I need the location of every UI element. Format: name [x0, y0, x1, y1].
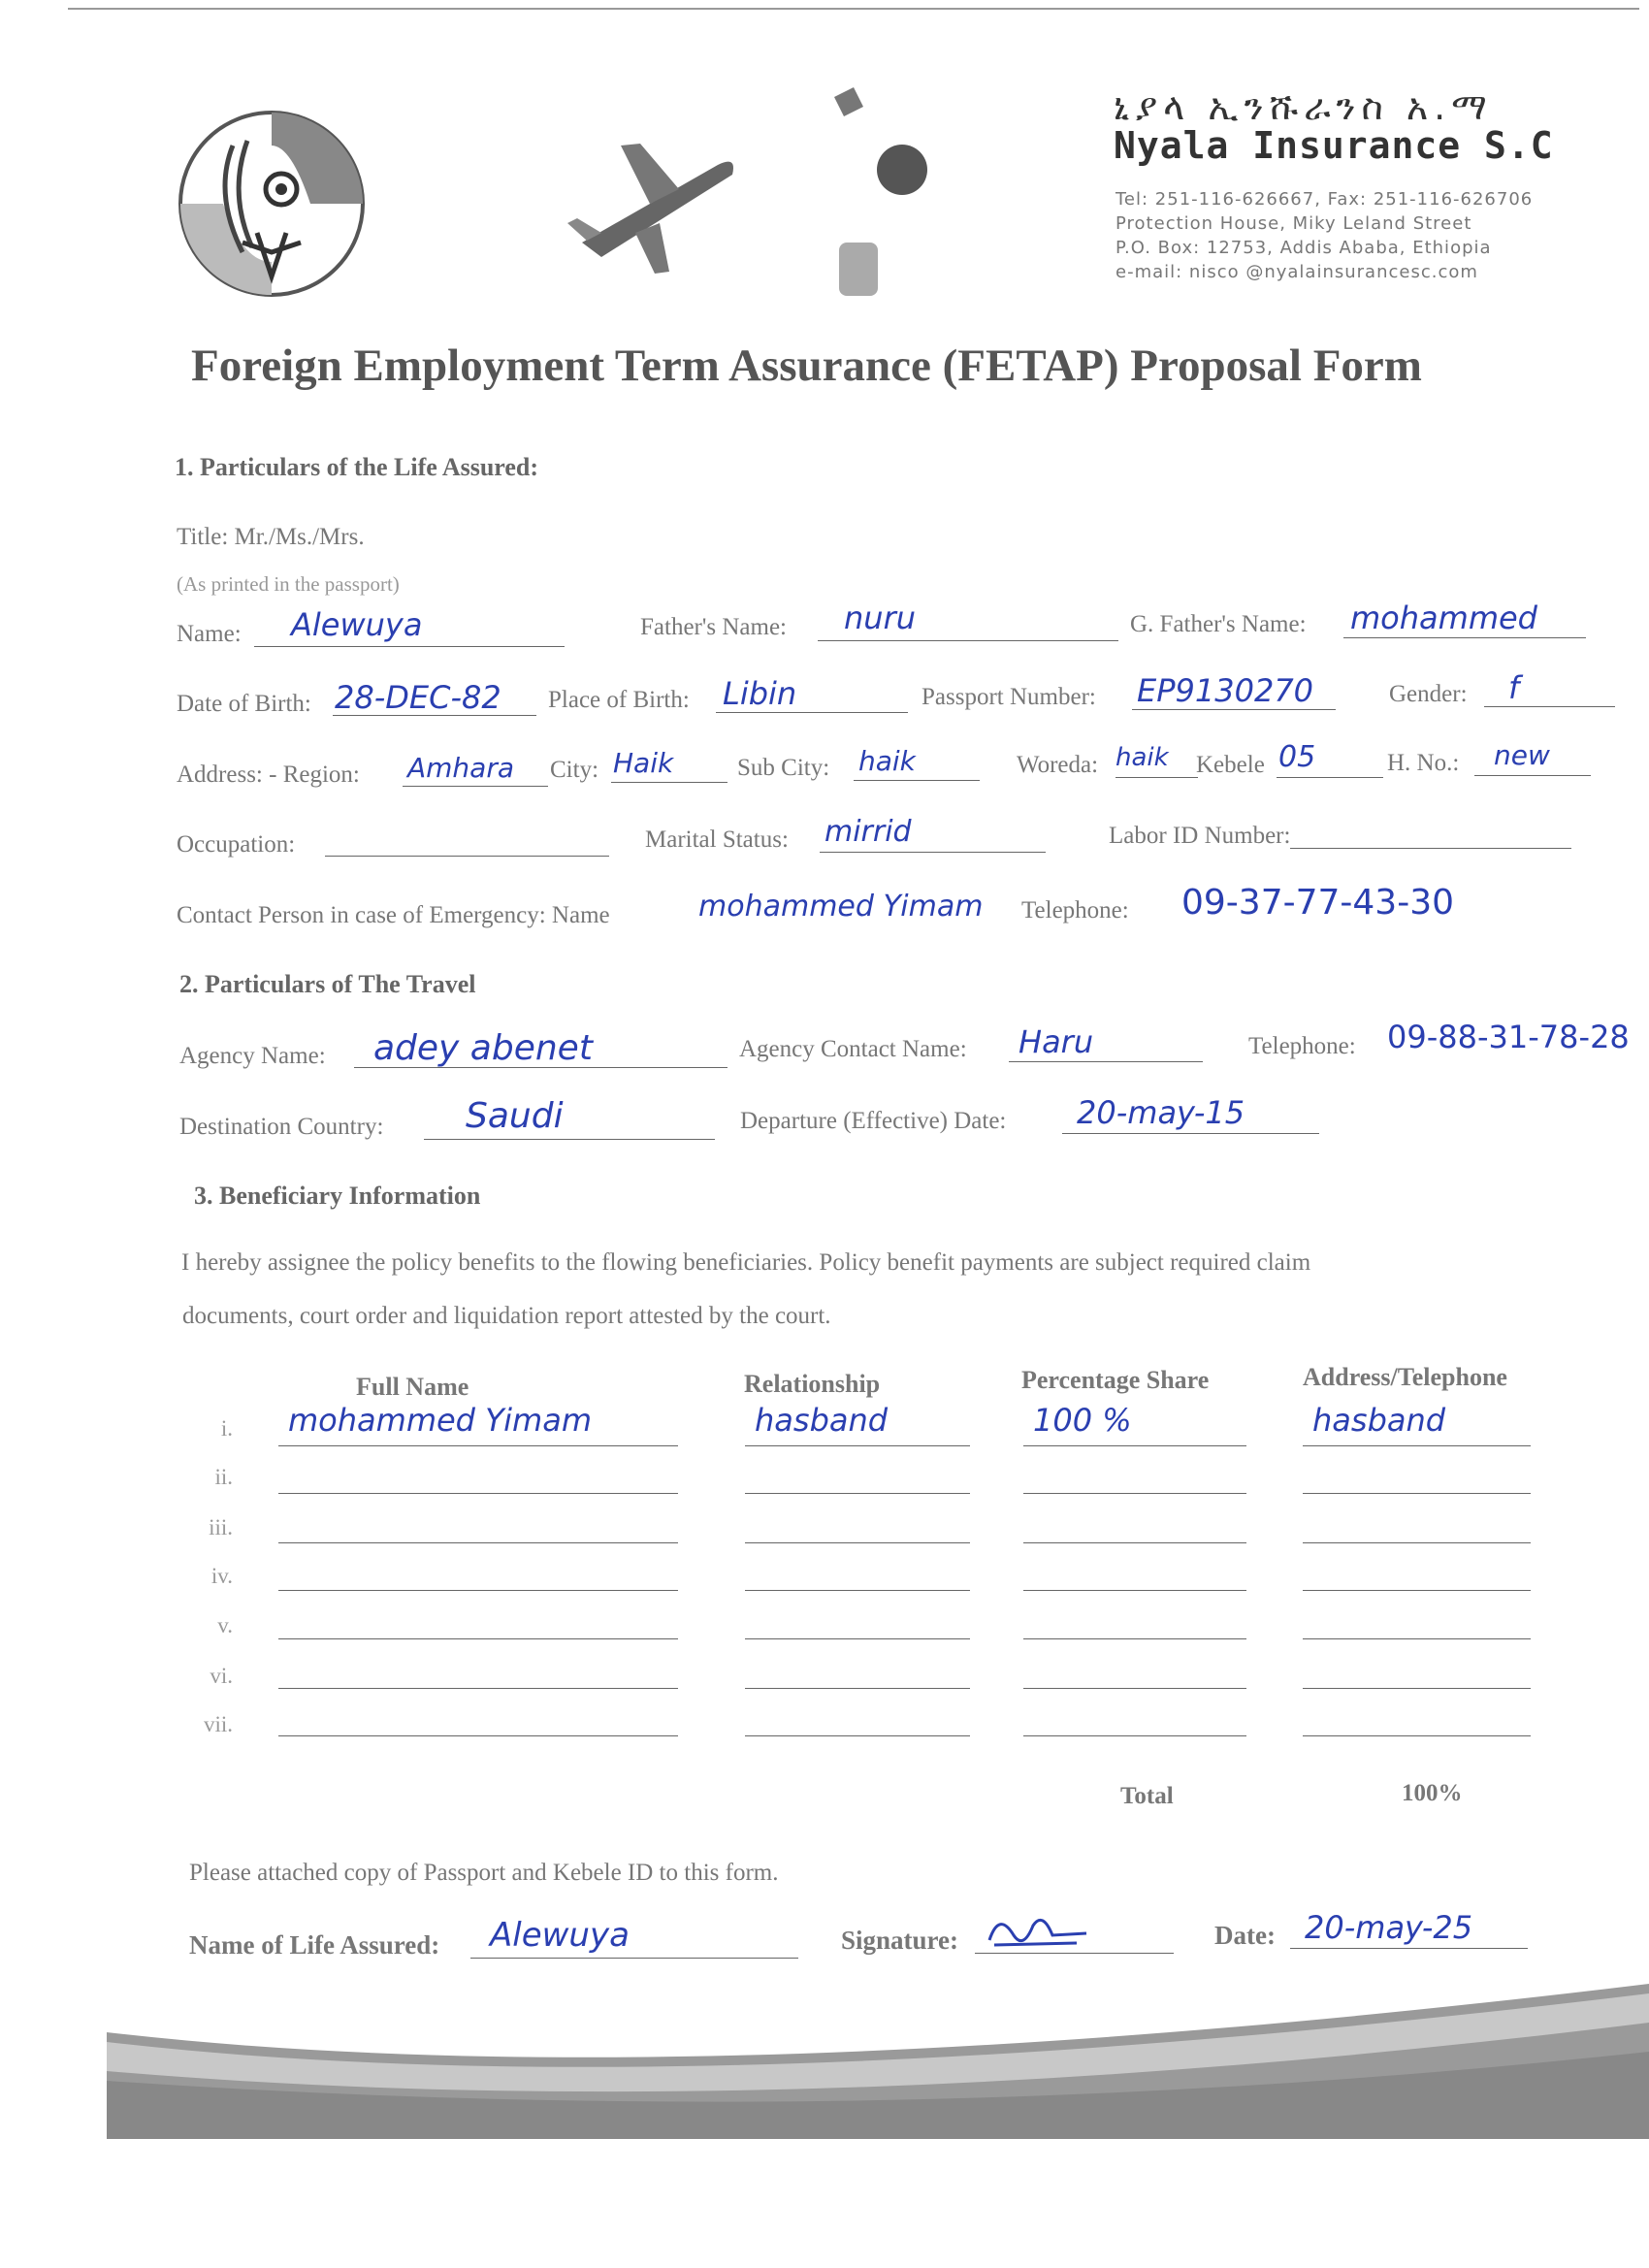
- beneficiary-share-field[interactable]: [1023, 1638, 1246, 1639]
- house-number-field[interactable]: [1474, 775, 1591, 776]
- signature-label: Signature:: [841, 1926, 959, 1955]
- company-name-amharic: ኒያላ ኢንሹራንስ አ.ማ: [1114, 85, 1493, 128]
- subcity-field[interactable]: [854, 780, 980, 781]
- gender-field[interactable]: [1484, 706, 1615, 707]
- house-number-label: H. No.:: [1387, 750, 1460, 776]
- kebele-value: 05: [1278, 740, 1316, 774]
- beneficiary-name-field[interactable]: [278, 1542, 678, 1543]
- father-name-value: nuru: [844, 599, 916, 636]
- beneficiary-name-field[interactable]: [278, 1688, 678, 1689]
- agency-telephone-label: Telephone:: [1248, 1033, 1356, 1059]
- labor-id-label: Labor ID Number:: [1109, 823, 1291, 849]
- departure-date-field[interactable]: [1062, 1133, 1319, 1134]
- column-full-name: Full Name: [356, 1373, 469, 1401]
- beneficiary-relationship-value: hasband: [755, 1402, 889, 1439]
- gender-value: f: [1508, 669, 1520, 706]
- beneficiary-address-field[interactable]: [1303, 1638, 1531, 1639]
- destination-field[interactable]: [424, 1139, 715, 1140]
- destination-value: Saudi: [466, 1096, 564, 1136]
- subcity-label: Sub City:: [737, 755, 830, 781]
- agency-name-label: Agency Name:: [179, 1043, 326, 1069]
- gfather-name-label: G. Father's Name:: [1130, 611, 1307, 637]
- beneficiary-address-field[interactable]: [1303, 1445, 1531, 1446]
- beneficiary-relationship-field[interactable]: [745, 1688, 970, 1689]
- father-name-field[interactable]: [818, 640, 1118, 641]
- contact-pobox: P.O. Box: 12753, Addis Ababa, Ethiopia: [1116, 238, 1492, 258]
- region-label: Address: - Region:: [177, 761, 360, 788]
- beneficiary-name-field[interactable]: [278, 1735, 678, 1736]
- beneficiary-relationship-field[interactable]: [745, 1638, 970, 1639]
- agency-name-value: adey abenet: [373, 1028, 593, 1068]
- row-number: i.: [220, 1416, 233, 1441]
- airplane-icon: [563, 126, 747, 281]
- gfather-name-field[interactable]: [1343, 637, 1586, 638]
- section2-heading: 2. Particulars of The Travel: [179, 970, 476, 998]
- father-name-label: Father's Name:: [640, 614, 787, 640]
- occupation-field[interactable]: [325, 856, 609, 857]
- beneficiary-name-field[interactable]: [278, 1445, 678, 1446]
- beneficiary-address-value: hasband: [1312, 1402, 1446, 1439]
- city-value: Haik: [613, 747, 674, 779]
- passport-number-label: Passport Number:: [922, 684, 1096, 710]
- pob-field[interactable]: [716, 712, 908, 713]
- kebele-field[interactable]: [1277, 777, 1383, 778]
- row-number: iv.: [210, 1564, 233, 1588]
- beneficiary-paragraph-line2: documents, court order and liquidation report attested by the court.: [182, 1303, 831, 1329]
- contact-email: e-mail: nisco @nyalainsurancesc.com: [1116, 262, 1478, 282]
- departure-date-value: 20-may-15: [1077, 1094, 1245, 1131]
- date-field[interactable]: [1290, 1948, 1528, 1949]
- title-label: Title: Mr./Ms./Mrs.: [177, 524, 365, 550]
- signature-scribble-icon: [980, 1906, 1096, 1955]
- life-assured-field[interactable]: [470, 1958, 798, 1959]
- beneficiary-share-value: 100 %: [1033, 1402, 1132, 1439]
- region-value: Amhara: [407, 752, 515, 784]
- company-name: Nyala Insurance S.C: [1114, 124, 1554, 167]
- dob-label: Date of Birth:: [177, 691, 311, 717]
- passport-note: (As printed in the passport): [177, 572, 400, 596]
- name-label: Name:: [177, 621, 242, 647]
- emergency-telephone-label: Telephone:: [1021, 897, 1129, 923]
- beneficiary-relationship-field[interactable]: [745, 1590, 970, 1591]
- city-label: City:: [550, 757, 599, 783]
- section3-heading: 3. Beneficiary Information: [194, 1182, 481, 1210]
- attach-note: Please attached copy of Passport and Kebele ID to this form.: [189, 1860, 779, 1886]
- row-number: iii.: [209, 1515, 233, 1539]
- beneficiary-relationship-field[interactable]: [745, 1445, 970, 1446]
- departure-date-label: Departure (Effective) Date:: [740, 1108, 1007, 1134]
- life-assured-label: Name of Life Assured:: [189, 1930, 440, 1960]
- total-value: 100%: [1402, 1780, 1463, 1806]
- section1-heading: 1. Particulars of the Life Assured:: [175, 453, 539, 481]
- subcity-value: haik: [858, 745, 916, 777]
- beneficiary-address-field[interactable]: [1303, 1688, 1531, 1689]
- row-number: ii.: [214, 1465, 233, 1489]
- column-relationship: Relationship: [744, 1370, 881, 1398]
- column-address-telephone: Address/Telephone: [1303, 1363, 1507, 1391]
- top-border-line: [68, 8, 1639, 10]
- marital-status-label: Marital Status:: [645, 826, 789, 853]
- pob-label: Place of Birth:: [548, 687, 690, 713]
- footer-wave-decoration: [107, 1964, 1649, 2139]
- labor-id-field[interactable]: [1290, 848, 1571, 849]
- beneficiary-share-field[interactable]: [1023, 1542, 1246, 1543]
- beneficiary-name-field[interactable]: [278, 1493, 678, 1494]
- woreda-field[interactable]: [1116, 777, 1198, 778]
- gender-label: Gender:: [1389, 681, 1468, 707]
- gfather-name-value: mohammed: [1350, 599, 1537, 636]
- name-field[interactable]: [254, 646, 565, 647]
- dob-value: 28-DEC-82: [335, 679, 501, 716]
- beneficiary-relationship-field[interactable]: [745, 1493, 970, 1494]
- beneficiary-address-field[interactable]: [1303, 1735, 1531, 1736]
- marital-status-value: mirrid: [824, 815, 912, 849]
- agency-telephone-value: 09-88-31-78-28: [1387, 1019, 1630, 1055]
- woreda-label: Woreda:: [1017, 752, 1099, 778]
- beneficiary-relationship-field[interactable]: [745, 1735, 970, 1736]
- beneficiary-paragraph-line1: I hereby assignee the policy benefits to the flowing beneficiaries. Policy benefit payments are subject required claim: [181, 1249, 1311, 1276]
- row-number: vi.: [210, 1664, 233, 1688]
- destination-label: Destination Country:: [179, 1114, 384, 1140]
- row-number: vii.: [203, 1712, 233, 1736]
- life-assured-value: Alewuya: [490, 1916, 630, 1955]
- row-number: v.: [217, 1613, 233, 1637]
- beneficiary-address-field[interactable]: [1303, 1542, 1531, 1543]
- agency-contact-value: Haru: [1018, 1023, 1094, 1060]
- passport-number-field[interactable]: [1132, 709, 1336, 710]
- column-percentage-share: Percentage Share: [1021, 1366, 1210, 1394]
- city-field[interactable]: [611, 782, 728, 783]
- date-label: Date:: [1214, 1921, 1276, 1950]
- name-value: Alewuya: [291, 606, 423, 643]
- house-number-value: new: [1494, 739, 1550, 771]
- beneficiary-share-field[interactable]: [1023, 1590, 1246, 1591]
- emergency-contact-label: Contact Person in case of Emergency: Name: [177, 902, 610, 928]
- contact-address: Protection House, Miky Leland Street: [1116, 213, 1472, 234]
- emergency-contact-value: mohammed Yimam: [698, 890, 984, 923]
- form-title: Foreign Employment Term Assurance (FETAP) Proposal Form: [191, 340, 1422, 391]
- region-field[interactable]: [403, 786, 548, 787]
- marital-status-field[interactable]: [820, 852, 1046, 853]
- beneficiary-name-field[interactable]: [278, 1638, 678, 1639]
- beneficiary-share-field[interactable]: [1023, 1445, 1246, 1446]
- emergency-telephone-value: 09-37-77-43-30: [1181, 883, 1455, 923]
- beneficiary-address-field[interactable]: [1303, 1493, 1531, 1494]
- contact-phone: Tel: 251-116-626667, Fax: 251-116-626706: [1116, 189, 1534, 210]
- agency-contact-field[interactable]: [1009, 1061, 1203, 1062]
- beneficiary-address-field[interactable]: [1303, 1590, 1531, 1591]
- date-value: 20-may-25: [1305, 1909, 1473, 1946]
- beneficiary-relationship-field[interactable]: [745, 1542, 970, 1543]
- insurance-items-icon: [815, 78, 951, 320]
- nyala-logo-icon: [175, 107, 369, 301]
- beneficiary-name-field[interactable]: [278, 1590, 678, 1591]
- beneficiary-name-value: mohammed Yimam: [288, 1402, 592, 1439]
- pob-value: Libin: [723, 675, 797, 712]
- total-label: Total: [1120, 1783, 1174, 1809]
- passport-number-value: EP9130270: [1137, 672, 1314, 709]
- agency-contact-label: Agency Contact Name:: [739, 1036, 967, 1062]
- beneficiary-share-field[interactable]: [1023, 1688, 1246, 1689]
- beneficiary-share-field[interactable]: [1023, 1735, 1246, 1736]
- kebele-label: Kebele: [1196, 752, 1265, 778]
- occupation-label: Occupation:: [177, 831, 296, 858]
- beneficiary-share-field[interactable]: [1023, 1493, 1246, 1494]
- woreda-value: haik: [1116, 743, 1169, 772]
